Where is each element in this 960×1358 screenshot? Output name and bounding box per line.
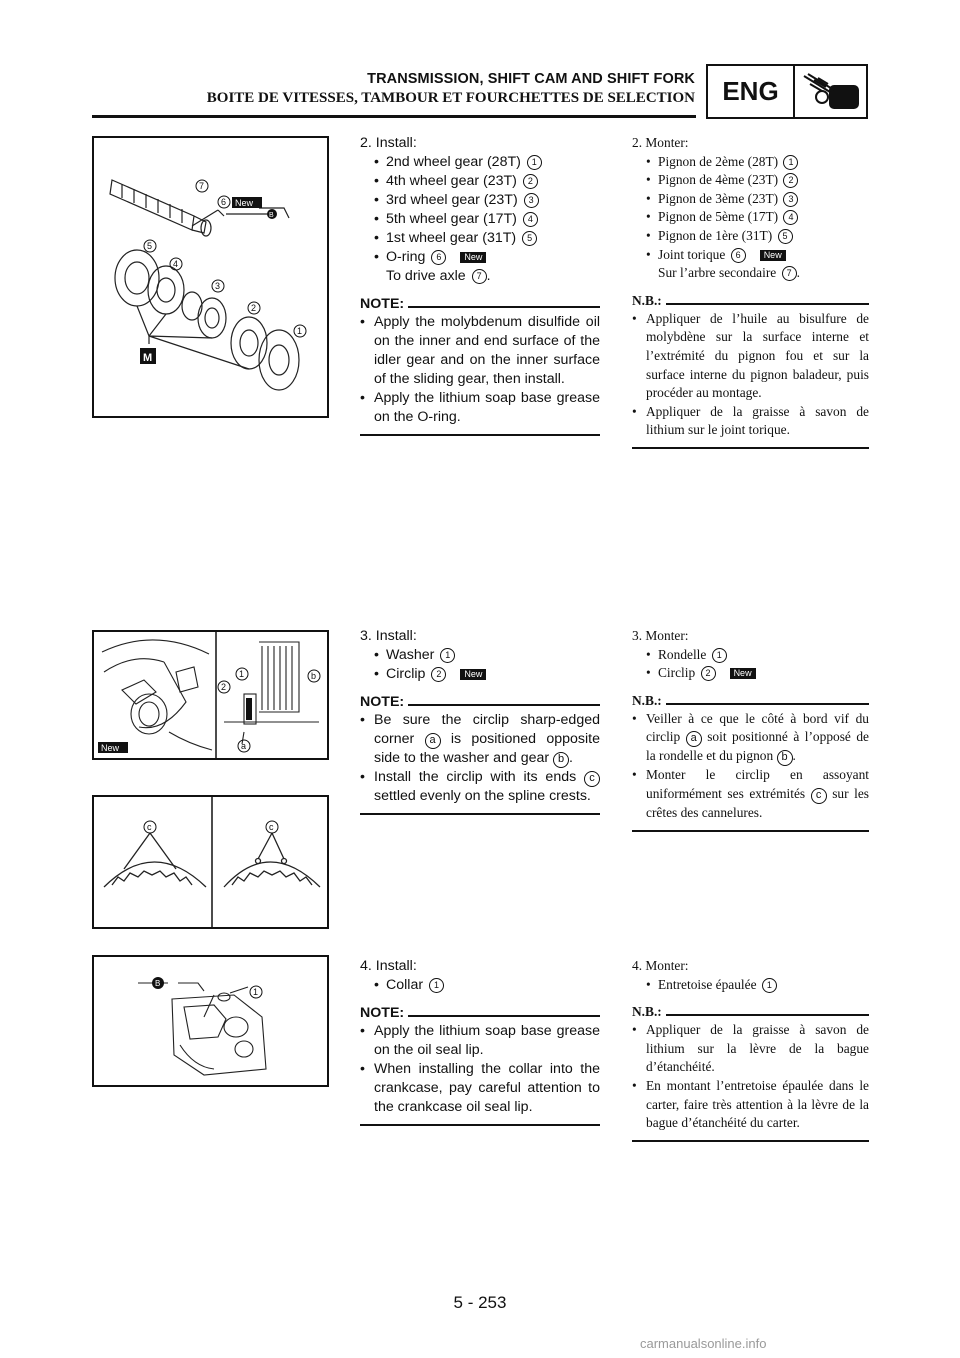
step-heading: 3. Monter: <box>632 628 689 643</box>
svg-text:4: 4 <box>173 259 179 269</box>
watermark: carmanualsonline.info <box>640 1336 767 1351</box>
svg-text:b: b <box>311 671 317 681</box>
list-item: • Joint torique 6 New <box>632 246 869 265</box>
collar-install-drawing <box>94 957 327 1085</box>
note-item: • Install the circlip with its ends c settled evenly on the spline crests. <box>360 768 600 806</box>
list-item: • Pignon de 2ème (28T) 1 <box>632 153 869 172</box>
section-4-en <box>360 957 600 1126</box>
section-end-rule <box>360 813 600 815</box>
svg-text:3: 3 <box>215 281 221 291</box>
note-item: • When installing the collar into the crankcase, pay careful attention to the crankcase oil seal lip. <box>360 1060 600 1117</box>
step-heading: 4. Monter: <box>632 958 689 973</box>
svg-text:1: 1 <box>297 326 303 336</box>
note-item: • Monter le circlip en assoyant uniformément ses extrémités c sur les crêtes des cannelures. <box>632 766 869 822</box>
list-item: To drive axle 7 . <box>386 268 491 284</box>
step-heading: 3. Install: <box>360 628 417 644</box>
callout-3 <box>212 280 224 292</box>
parts-list <box>360 646 600 684</box>
step-heading: 4. Install: <box>360 958 417 974</box>
note-heading: N.B.: <box>632 292 869 310</box>
section-end-rule <box>360 434 600 436</box>
note-heading: N.B.: <box>632 692 869 710</box>
list-item: • Pignon de 1ère (31T) 5 <box>632 227 869 246</box>
list-item: • 3rd wheel gear (23T) 3 <box>360 191 600 210</box>
list-item: • 5th wheel gear (17T) 4 <box>360 210 600 229</box>
note-item: • Veiller à ce que le côté à bord vif du circlip a soit positionné à l’opposé de la rondelle et du pignon b . <box>632 710 869 767</box>
b-mark: B <box>269 212 274 219</box>
b-mark: B <box>155 979 161 988</box>
list-item: • Collar 1 <box>360 976 600 995</box>
callout-2 <box>248 302 260 314</box>
svg-text:7: 7 <box>199 181 205 191</box>
callout-c <box>144 821 156 833</box>
svg-text:c: c <box>147 822 152 832</box>
list-item: • O-ring 6 New <box>360 248 600 267</box>
list-item: • 2nd wheel gear (28T) 1 <box>360 153 600 172</box>
note-item: • Apply the lithium soap base grease on the O-ring. <box>360 389 600 427</box>
note-heading: NOTE: <box>360 693 600 711</box>
note-item: • Apply the molybdenum disulfide oil on the inner and end surface of the idler gear and on the inner surface of the sliding gear, then install. <box>360 313 600 389</box>
callout-1 <box>236 668 248 680</box>
eng-badge <box>706 64 868 119</box>
callout-5 <box>144 240 156 252</box>
header-title-en: TRANSMISSION, SHIFT CAM AND SHIFT FORK <box>367 71 695 87</box>
note-item: • Appliquer de la graisse à savon de lithium sur le joint torique. <box>632 403 869 440</box>
callout-4 <box>170 258 182 270</box>
list-item: • Pignon de 4ème (23T) 2 <box>632 171 869 190</box>
list-item: Sur l’arbre secondaire 7 . <box>658 265 800 281</box>
header-title-fr: BOITE DE VITESSES, TAMBOUR ET FOURCHETTES DE SELECTION <box>206 90 695 106</box>
list-item: • 1st wheel gear (31T) 5 <box>360 229 600 248</box>
section-3-fr <box>632 627 869 832</box>
list-item: • Circlip 2 New <box>632 664 869 683</box>
page-number: 5 - 253 <box>453 1293 507 1312</box>
parts-list <box>632 646 869 683</box>
note-list <box>632 310 869 440</box>
callout-a <box>238 740 250 752</box>
section-end-rule <box>632 447 869 449</box>
callout-b <box>308 670 320 682</box>
new-tag: New <box>235 198 254 208</box>
m-mark: M <box>143 352 153 364</box>
list-item: • Pignon de 5ème (17T) 4 <box>632 208 869 227</box>
svg-text:1: 1 <box>253 987 259 997</box>
note-heading: NOTE: <box>360 1004 600 1022</box>
parts-list <box>632 153 869 283</box>
figure-circlip-install <box>92 630 329 760</box>
svg-text:5: 5 <box>147 241 153 251</box>
note-list <box>360 313 600 427</box>
circlip-install-drawing <box>94 632 327 758</box>
note-item: • Apply the lithium soap base grease on the oil seal lip. <box>360 1022 600 1060</box>
step-heading: 2. Install: <box>360 135 417 151</box>
callout-6 <box>218 196 230 208</box>
section-end-rule <box>632 1140 869 1142</box>
list-item: • Pignon de 3ème (23T) 3 <box>632 190 869 209</box>
eng-badge-label: ENG <box>722 76 779 106</box>
list-item: • Circlip 2 New <box>360 665 600 684</box>
parts-list <box>632 976 869 995</box>
note-heading: NOTE: <box>360 295 600 313</box>
gears-assembly-drawing <box>94 138 327 416</box>
step-heading: 2. Monter: <box>632 135 689 150</box>
figure-circlip-ends <box>92 795 329 929</box>
note-list <box>360 1022 600 1117</box>
section-2-fr <box>632 134 869 449</box>
note-item: • Be sure the circlip sharp-edged corner a is positioned opposite side to the washer and gear b . <box>360 711 600 768</box>
svg-text:2: 2 <box>221 682 227 692</box>
svg-text:a: a <box>241 741 247 751</box>
section-2-en <box>360 134 600 436</box>
parts-list <box>360 153 600 286</box>
section-4-fr <box>632 957 869 1142</box>
list-item: • Entretoise épaulée 1 <box>632 976 869 995</box>
list-item: • 4th wheel gear (23T) 2 <box>360 172 600 191</box>
note-list <box>632 1021 869 1133</box>
svg-text:6: 6 <box>221 197 227 207</box>
section-end-rule <box>632 830 869 832</box>
note-heading: N.B.: <box>632 1003 869 1021</box>
list-item: • Rondelle 1 <box>632 646 869 665</box>
header-rule <box>92 115 696 118</box>
note-item: • En montant l’entretoise épaulée dans le carter, faire très attention à la lèvre de la bague d’étanchéité du carter. <box>632 1077 869 1133</box>
note-list <box>360 711 600 806</box>
figure-gears-assembly <box>92 136 329 418</box>
svg-text:c: c <box>269 822 274 832</box>
svg-text:2: 2 <box>251 303 257 313</box>
callout-1 <box>294 325 306 337</box>
callout-2 <box>218 681 230 693</box>
figure-collar-install <box>92 955 329 1087</box>
new-tag: New <box>101 743 120 753</box>
wrench-engine-icon <box>800 70 864 116</box>
parts-list <box>360 976 600 995</box>
callout-7 <box>196 180 208 192</box>
note-list <box>632 710 869 823</box>
svg-text:1: 1 <box>239 669 245 679</box>
callout-c <box>266 821 278 833</box>
note-item: • Appliquer de l’huile au bisulfure de molybdène sur la surface interne et l’extrémité du pignon fou et sur la surface interne du pignon baladeur, puis procéder au montage. <box>632 310 869 403</box>
section-3-en <box>360 627 600 815</box>
list-item: • Washer 1 <box>360 646 600 665</box>
note-item: • Appliquer de la graisse à savon de lithium sur la lèvre de la bague d’étanchéité. <box>632 1021 869 1077</box>
circlip-ends-drawing <box>94 797 327 927</box>
callout-1 <box>250 986 262 998</box>
section-end-rule <box>360 1124 600 1126</box>
